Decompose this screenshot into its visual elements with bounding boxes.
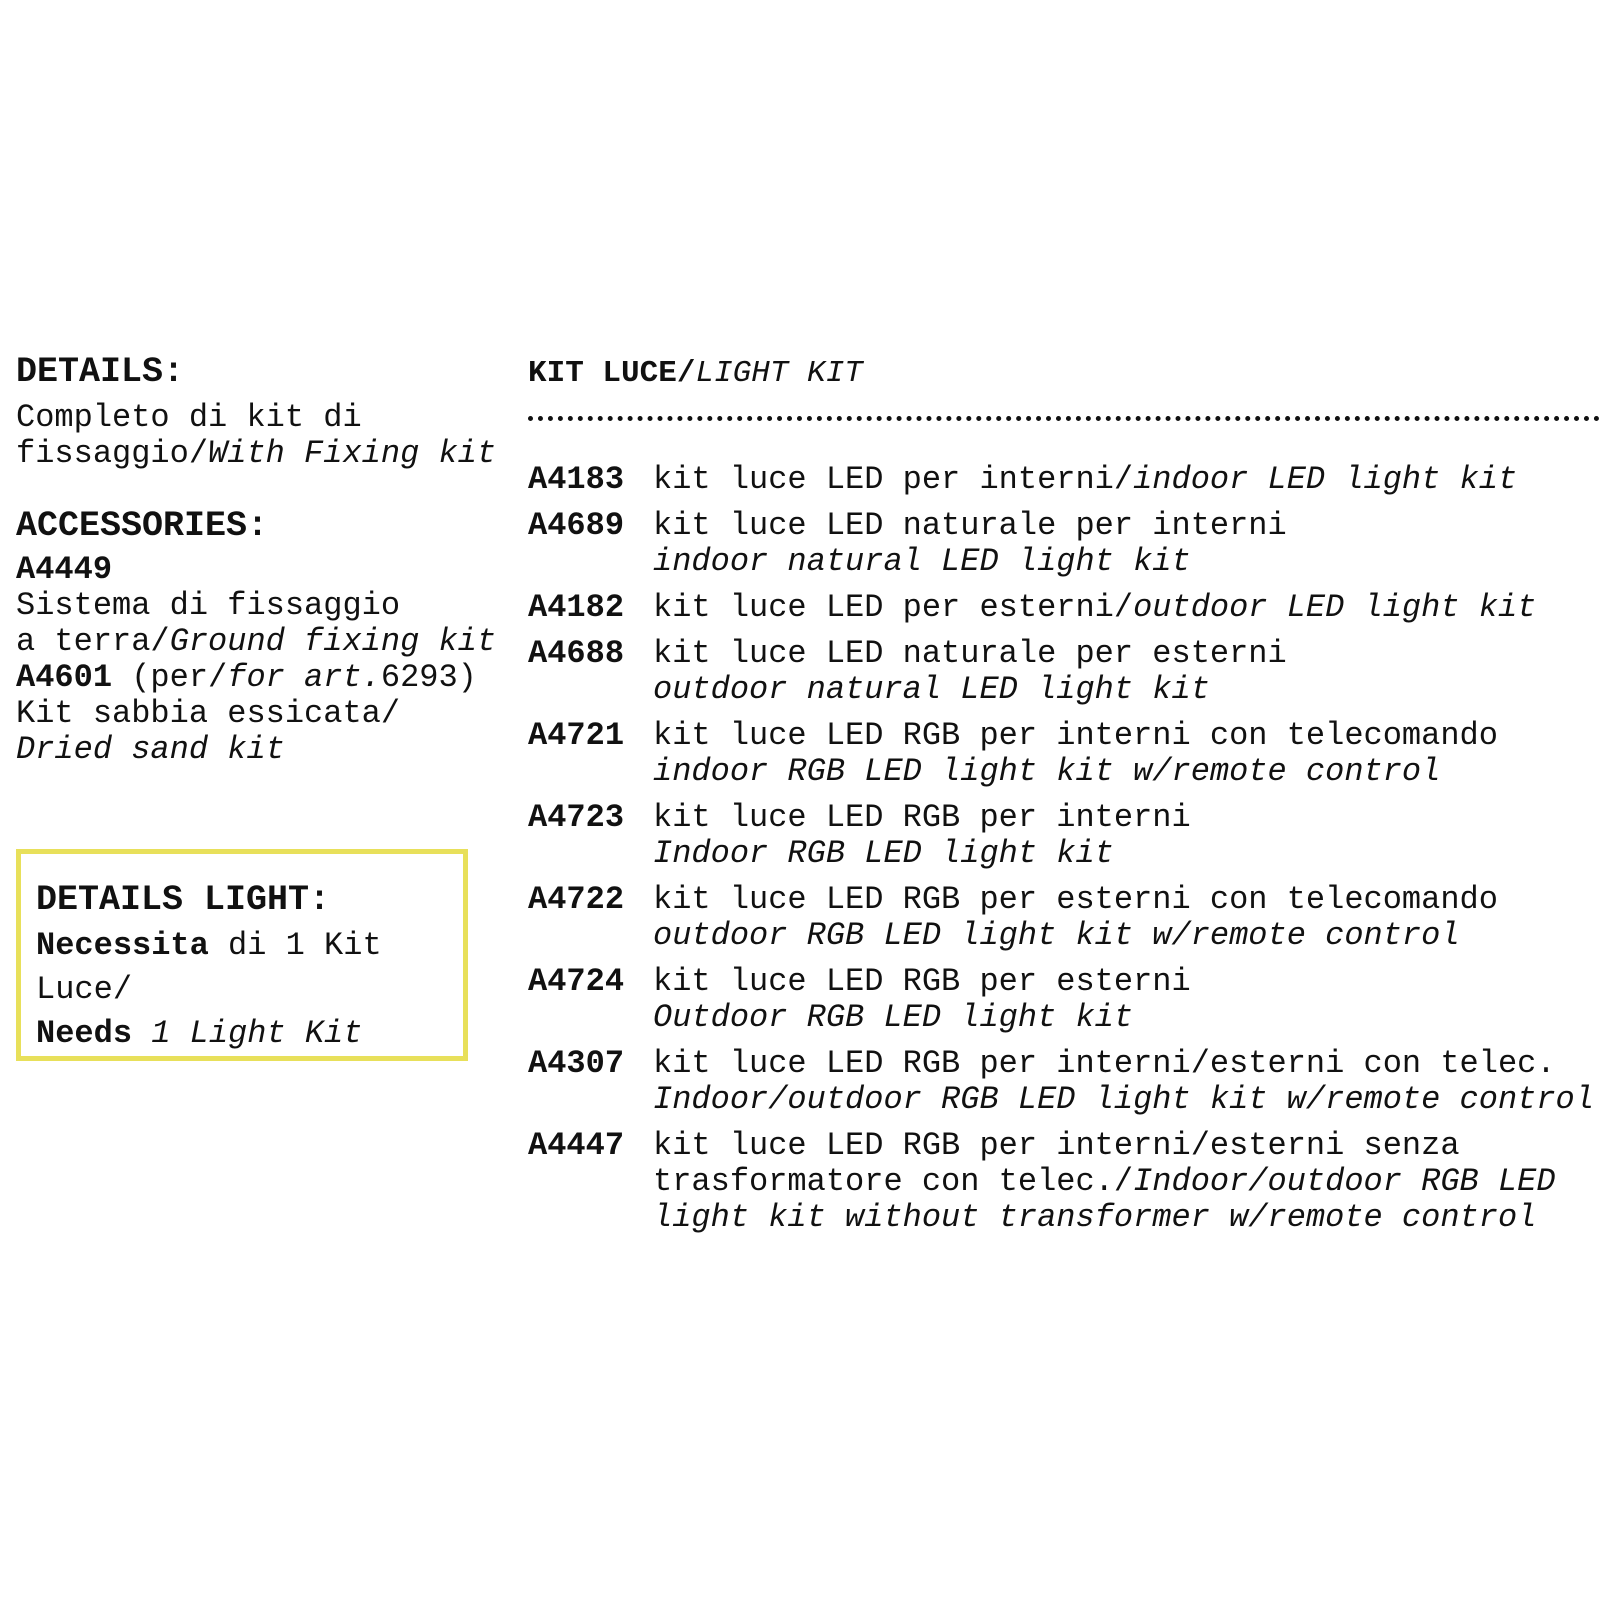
accessory-line: a terra/Ground fixing kit [16, 623, 497, 660]
kit-description: kit luce LED RGB per interni con telecomando indoor RGB LED light kit w/remote control [653, 717, 1498, 790]
details-heading: DETAILS: [16, 352, 185, 392]
details-light-line-2: Luce/ [36, 971, 133, 1008]
accessory-code: A4449 [16, 551, 113, 588]
accessory-line: Dried sand kit [16, 731, 285, 768]
kit-code: A4689 [528, 507, 625, 544]
accessory-line: Kit sabbia essicata/ [16, 695, 401, 732]
accessories-heading: ACCESSORIES: [16, 506, 269, 546]
kit-code: A4182 [528, 589, 625, 626]
kit-code: A4447 [528, 1127, 625, 1164]
kit-description: kit luce LED per interni/indoor LED light kit [653, 461, 1518, 498]
details-line-2: fissaggio/With Fixing kit [16, 435, 497, 472]
kit-description: kit luce LED RGB per esterni Outdoor RGB LED light kit [653, 963, 1191, 1036]
kit-code: A4183 [528, 461, 625, 498]
details-light-text [36, 924, 382, 1056]
accessory-code-line: A4601 (per/for art.6293) [16, 659, 477, 696]
details-line-1: Completo di kit di [16, 399, 362, 436]
kit-description: kit luce LED RGB per interni/esterni senza trasformatore con telec./Indoor/outdoor RGB LED light kit without transformer w/remote control [653, 1127, 1556, 1236]
kit-description: kit luce LED RGB per esterni con telecomando outdoor RGB LED light kit w/remote control [653, 881, 1498, 954]
details-light-heading: DETAILS LIGHT: [36, 880, 331, 920]
kit-description: kit luce LED RGB per interni/esterni con telec. Indoor/outdoor RGB LED light kit w/remote control [653, 1045, 1594, 1118]
kit-description: kit luce LED naturale per interni indoor natural LED light kit [653, 507, 1287, 580]
accessories-list [16, 552, 496, 768]
details-light-line-1: Necessita di 1 Kit [36, 927, 382, 964]
light-kit-title: KIT LUCE/LIGHT KIT [528, 356, 863, 391]
kit-code: A4723 [528, 799, 625, 836]
kit-code: A4688 [528, 635, 625, 672]
accessory-line: Sistema di fissaggio [16, 587, 401, 624]
details-text [16, 400, 496, 472]
kit-code: A4724 [528, 963, 625, 1000]
details-light-box [16, 849, 468, 1061]
dotted-divider [528, 416, 1600, 421]
kit-description: kit luce LED per esterni/outdoor LED light kit [653, 589, 1537, 626]
kit-description: kit luce LED RGB per interni Indoor RGB LED light kit [653, 799, 1191, 872]
kit-description: kit luce LED naturale per esterni outdoor natural LED light kit [653, 635, 1287, 708]
kit-code: A4307 [528, 1045, 625, 1082]
kit-code: A4721 [528, 717, 625, 754]
details-light-line-3: Needs 1 Light Kit [36, 1015, 363, 1052]
kit-code: A4722 [528, 881, 625, 918]
